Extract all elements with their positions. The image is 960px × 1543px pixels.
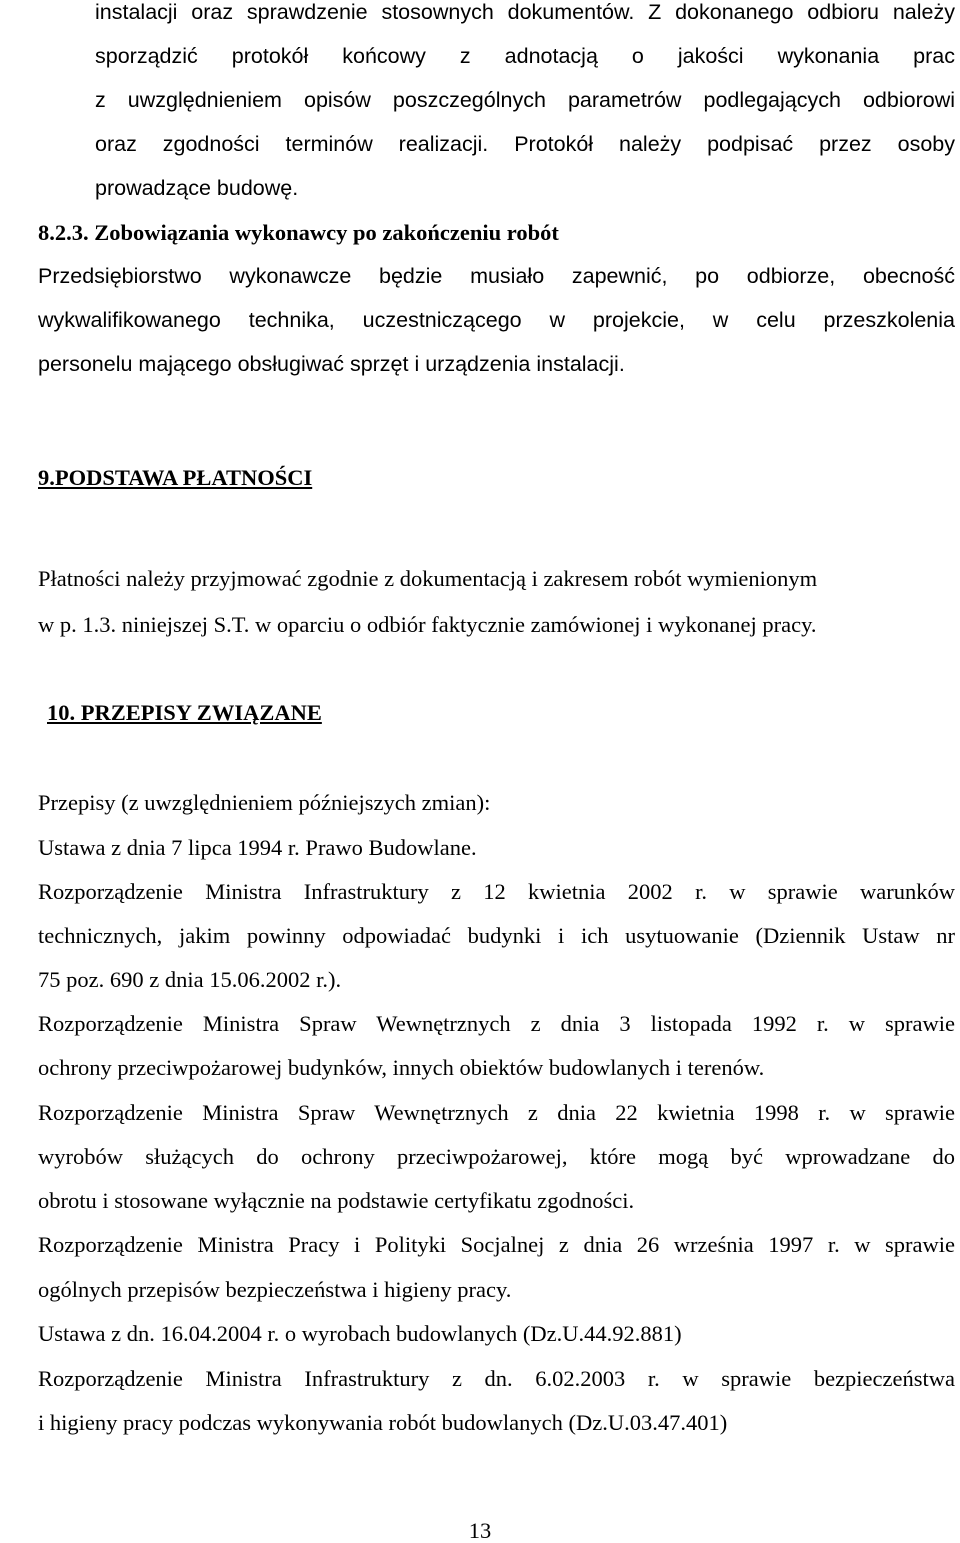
intro-line: prowadzące budowę. — [95, 176, 299, 200]
section-8-2-3-line: wykwalifikowanego technika, uczestniczącego w projekcie, w celu przeszkolenia — [38, 308, 955, 332]
section-8-2-3-line: Przedsiębiorstwo wykonawcze będzie musiało zapewnić, po odbiorze, obecność — [38, 264, 955, 288]
intro-line: z uwzględnieniem opisów poszczególnych parametrów podlegających odbiorowi — [95, 88, 955, 112]
section-10-line: obrotu i stosowane wyłącznie na podstawie certyfikatu zgodności. — [38, 1188, 635, 1213]
intro-line: instalacji oraz sprawdzenie stosownych dokumentów. Z dokonanego odbioru należy — [95, 0, 955, 24]
section-9-line: w p. 1.3. niniejszej S.T. w oparciu o odbiór faktycznie zamówionej i wykonanej pracy. — [38, 612, 817, 637]
section-8-2-3-line: personelu mającego obsługiwać sprzęt i urządzenia instalacji. — [38, 352, 625, 376]
section-10-line: ochrony przeciwpożarowej budynków, innych obiektów budowlanych i terenów. — [38, 1055, 765, 1080]
section-10-line: wyrobów służących do ochrony przeciwpożarowej, które mogą być wprowadzane do — [38, 1144, 955, 1169]
section-10-line: Rozporządzenie Ministra Infrastruktury z 12 kwietnia 2002 r. w sprawie warunków — [38, 879, 955, 904]
section-10-line: Przepisy (z uwzględnieniem późniejszych zmian): — [38, 790, 491, 815]
intro-line: sporządzić protokół końcowy z adnotacją o jakości wykonania prac — [95, 44, 955, 68]
section-10-line: technicznych, jakim powinny odpowiadać budynki i ich usytuowanie (Dziennik Ustaw nr — [38, 923, 955, 948]
section-10-line: ogólnych przepisów bezpieczeństwa i higieny pracy. — [38, 1277, 512, 1302]
section-10-line: 75 poz. 690 z dnia 15.06.2002 r.). — [38, 967, 342, 992]
section-10-line: Ustawa z dn. 16.04.2004 r. o wyrobach budowlanych (Dz.U.44.92.881) — [38, 1321, 682, 1346]
intro-line: oraz zgodności terminów realizacji. Protokół należy podpisać przez osoby — [95, 132, 955, 156]
section-10-line: i higieny pracy podczas wykonywania robót budowlanych (Dz.U.03.47.401) — [38, 1410, 728, 1435]
section-8-2-3-heading: 8.2.3. Zobowiązania wykonawcy po zakończeniu robót — [38, 220, 559, 245]
section-10-line: Rozporządzenie Ministra Pracy i Polityki Socjalnej z dnia 26 września 1997 r. w sprawie — [38, 1232, 955, 1257]
section-10-line: Ustawa z dnia 7 lipca 1994 r. Prawo Budowlane. — [38, 835, 477, 860]
section-9-heading: 9.PODSTAWA PŁATNOŚCI — [38, 465, 313, 490]
page-number: 13 — [468, 1518, 492, 1543]
section-10-line: Rozporządzenie Ministra Spraw Wewnętrznych z dnia 3 listopada 1992 r. w sprawie — [38, 1011, 955, 1036]
section-10-line: Rozporządzenie Ministra Spraw Wewnętrznych z dnia 22 kwietnia 1998 r. w sprawie — [38, 1100, 955, 1125]
section-10-line: Rozporządzenie Ministra Infrastruktury z dn. 6.02.2003 r. w sprawie bezpieczeństwa — [38, 1366, 955, 1391]
section-10-heading: 10. PRZEPISY ZWIĄZANE — [47, 700, 322, 725]
section-9-line: Płatności należy przyjmować zgodnie z dokumentacją i zakresem robót wymienionym — [38, 566, 818, 591]
